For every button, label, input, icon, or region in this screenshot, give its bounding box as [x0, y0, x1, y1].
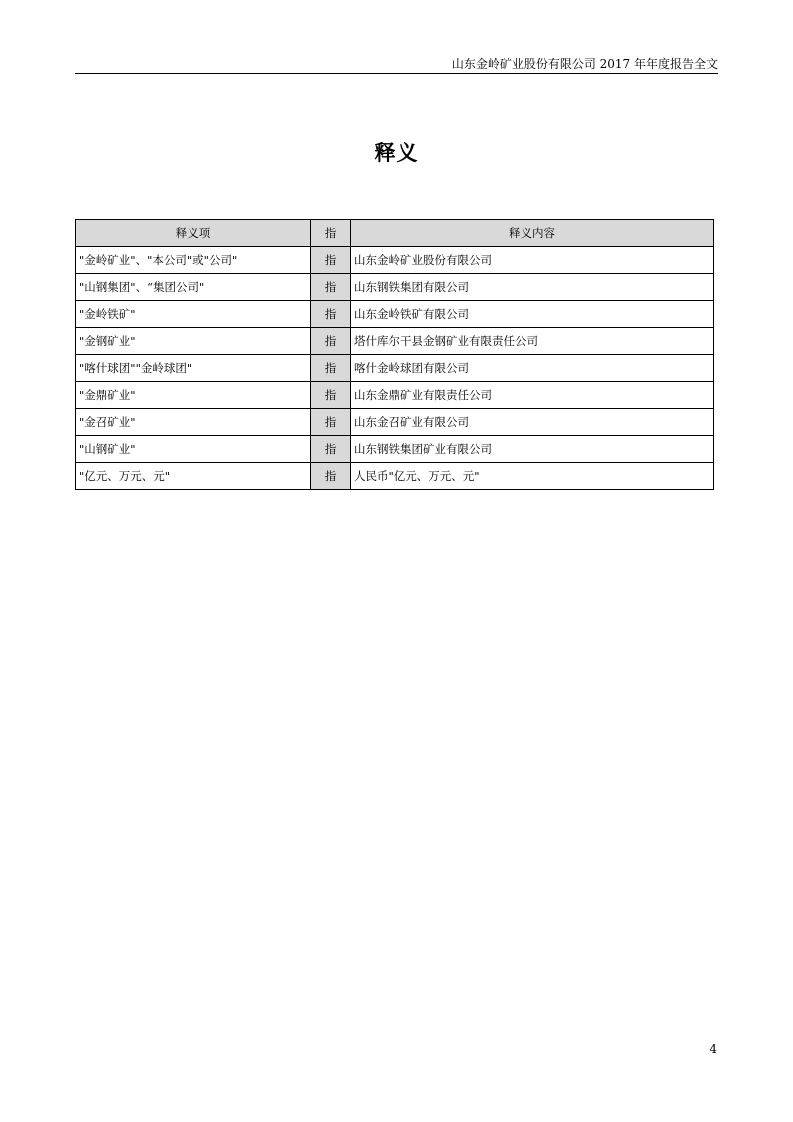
definition-cell: 山东金岭铁矿有限公司	[351, 301, 714, 328]
table-row	[76, 274, 714, 301]
page-title: 释义	[374, 140, 419, 165]
ref-cell: 指	[311, 247, 351, 274]
definition-cell: 山东金鼎矿业有限责任公司	[351, 382, 714, 409]
column-header-definition: 释义内容	[351, 220, 714, 247]
definition-cell: 人民币"亿元、万元、元"	[351, 463, 714, 490]
term-cell: "金召矿业"	[76, 409, 311, 436]
definition-cell: 山东金岭矿业股份有限公司	[351, 247, 714, 274]
column-header-term: 释义项	[76, 220, 311, 247]
term-cell: "金钢矿业"	[76, 328, 311, 355]
ref-cell: 指	[311, 274, 351, 301]
page-number: 4	[709, 1042, 717, 1056]
table-row	[76, 301, 714, 328]
table-row	[76, 436, 714, 463]
ref-cell: 指	[311, 355, 351, 382]
ref-cell: 指	[311, 463, 351, 490]
term-cell: "金岭铁矿"	[76, 301, 311, 328]
ref-cell: 指	[311, 382, 351, 409]
table-header-row	[76, 220, 714, 247]
definition-cell: 山东钢铁集团有限公司	[351, 274, 714, 301]
table-row	[76, 247, 714, 274]
table-row	[76, 382, 714, 409]
definitions-table	[75, 219, 714, 490]
ref-cell: 指	[311, 301, 351, 328]
ref-cell: 指	[311, 328, 351, 355]
definition-cell: 喀什金岭球团有限公司	[351, 355, 714, 382]
ref-cell: 指	[311, 409, 351, 436]
term-cell: "金鼎矿业"	[76, 382, 311, 409]
term-cell: "山钢矿业"	[76, 436, 311, 463]
definition-cell: 山东金召矿业有限公司	[351, 409, 714, 436]
term-cell: "喀什球团""金岭球团"	[76, 355, 311, 382]
table-row	[76, 463, 714, 490]
definition-cell: 塔什库尔干县金钢矿业有限责任公司	[351, 328, 714, 355]
table-row	[76, 409, 714, 436]
column-header-ref: 指	[311, 220, 351, 247]
running-header: 山东金岭矿业股份有限公司 2017 年年度报告全文	[451, 57, 718, 71]
term-cell: "金岭矿业"、"本公司"或"公司"	[76, 247, 311, 274]
term-cell: "山钢集团"、“集团公司"	[76, 274, 311, 301]
table-row	[76, 355, 714, 382]
ref-cell: 指	[311, 436, 351, 463]
definition-cell: 山东钢铁集团矿业有限公司	[351, 436, 714, 463]
term-cell: "亿元、万元、元"	[76, 463, 311, 490]
header-rule	[75, 73, 718, 74]
table-row	[76, 328, 714, 355]
